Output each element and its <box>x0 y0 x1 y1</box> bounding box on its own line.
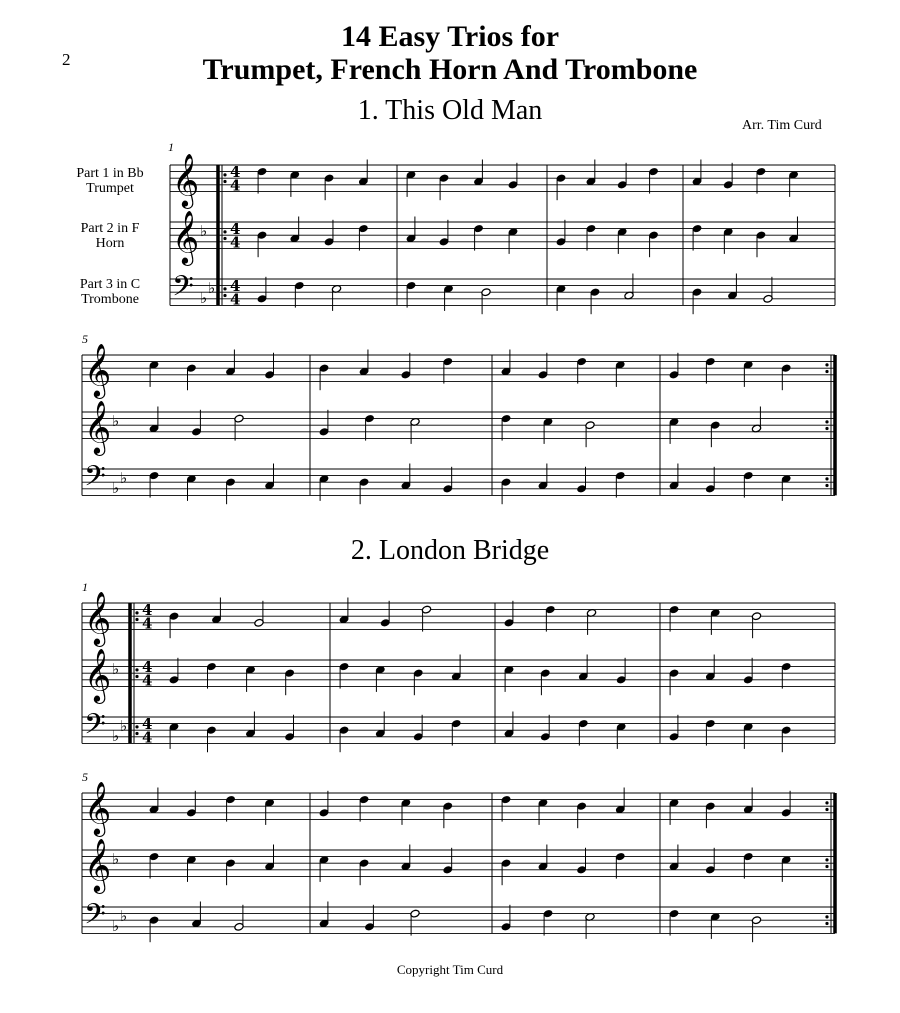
flat-sign-icon: ♭ <box>112 916 120 935</box>
time-signature-top: 4 <box>230 220 241 239</box>
flat-sign-icon: ♭ <box>120 716 128 735</box>
time-signature-top: 4 <box>230 163 241 182</box>
time-signature-top: 4 <box>230 277 241 296</box>
repeat-dot <box>223 294 226 297</box>
notes-layer <box>149 160 799 943</box>
treble-clef-icon: 𝄞 <box>84 342 112 397</box>
part-label-line: Part 1 in Bb <box>76 166 144 181</box>
part-label-instrument: Trumpet <box>86 181 134 196</box>
repeat-dot <box>135 611 138 614</box>
repeat-dot <box>135 732 138 735</box>
arranger-credit: Arr. Tim Curd <box>742 118 822 133</box>
book-title-line1: 14 Easy Trios for <box>340 20 560 53</box>
repeat-dot <box>825 865 828 868</box>
time-signature-bottom: 4 <box>142 728 153 747</box>
time-signature-top: 4 <box>142 658 153 677</box>
flat-sign-icon: ♭ <box>120 906 128 925</box>
measure-number: 5 <box>82 770 88 784</box>
repeat-dot <box>223 173 226 176</box>
repeat-dot <box>223 287 226 290</box>
repeat-dot <box>135 668 138 671</box>
flat-sign-icon: ♭ <box>120 468 128 487</box>
copyright-notice: Copyright Tim Curd <box>396 962 504 977</box>
repeat-dot <box>223 237 226 240</box>
repeat-dot <box>825 363 828 366</box>
page-number: 2 <box>62 50 71 69</box>
repeat-dot <box>825 808 828 811</box>
repeat-dot <box>135 675 138 678</box>
time-signature-bottom: 4 <box>230 176 241 195</box>
repeat-dot <box>825 801 828 804</box>
repeat-dot <box>825 858 828 861</box>
treble-clef-icon: 𝄞 <box>84 837 112 892</box>
part-label-line: Part 3 in C <box>79 277 141 292</box>
time-signature-bottom: 4 <box>230 290 241 309</box>
part-label-instrument: Horn <box>95 236 125 251</box>
staff-lines <box>82 152 835 937</box>
repeat-dot <box>825 484 828 487</box>
repeat-dot <box>223 180 226 183</box>
treble-clef-icon: 𝄞 <box>84 399 112 454</box>
song-title-london-bridge: 2. London Bridge <box>350 535 550 566</box>
repeat-dot <box>135 725 138 728</box>
flat-sign-icon: ♭ <box>200 221 208 240</box>
bass-clef-icon: 𝄢 <box>84 897 106 938</box>
song-title-this-old-man: 1. This Old Man <box>357 95 543 126</box>
part-label-instrument: Trombone <box>81 292 139 307</box>
treble-clef-icon: 𝄞 <box>84 647 112 702</box>
flat-sign-icon: ♭ <box>200 288 208 307</box>
flat-sign-icon: ♭ <box>112 411 120 430</box>
time-signature-top: 4 <box>142 715 153 734</box>
treble-clef-icon: 𝄞 <box>172 209 200 264</box>
measure-number: 1 <box>168 140 174 154</box>
time-signature-bottom: 4 <box>142 614 153 633</box>
flat-sign-icon: ♭ <box>112 849 120 868</box>
treble-clef-icon: 𝄞 <box>84 780 112 835</box>
treble-clef-icon: 𝄞 <box>84 590 112 645</box>
part-label-line: Part 2 in F <box>80 221 140 236</box>
treble-clef-icon: 𝄞 <box>172 152 200 207</box>
time-signature-bottom: 4 <box>142 671 153 690</box>
book-title-line2: Trumpet, French Horn And Trombone <box>202 53 698 86</box>
flat-sign-icon: ♭ <box>112 726 120 745</box>
bass-clef-icon: 𝄢 <box>84 707 106 748</box>
repeat-dot <box>825 922 828 925</box>
repeat-dot <box>223 230 226 233</box>
bass-clef-icon: 𝄢 <box>172 269 194 310</box>
flat-sign-icon: ♭ <box>112 478 120 497</box>
repeat-dot <box>825 370 828 373</box>
bass-clef-icon: 𝄢 <box>84 459 106 500</box>
flat-sign-icon: ♭ <box>112 659 120 678</box>
time-signature-bottom: 4 <box>230 233 241 252</box>
time-signature-top: 4 <box>142 601 153 620</box>
flat-sign-icon: ♭ <box>208 278 216 297</box>
measure-number: 5 <box>82 332 88 346</box>
repeat-dot <box>825 427 828 430</box>
repeat-dot <box>825 915 828 918</box>
measure-number: 1 <box>82 580 88 594</box>
repeat-dot <box>135 618 138 621</box>
repeat-dot <box>825 420 828 423</box>
repeat-dot <box>825 477 828 480</box>
